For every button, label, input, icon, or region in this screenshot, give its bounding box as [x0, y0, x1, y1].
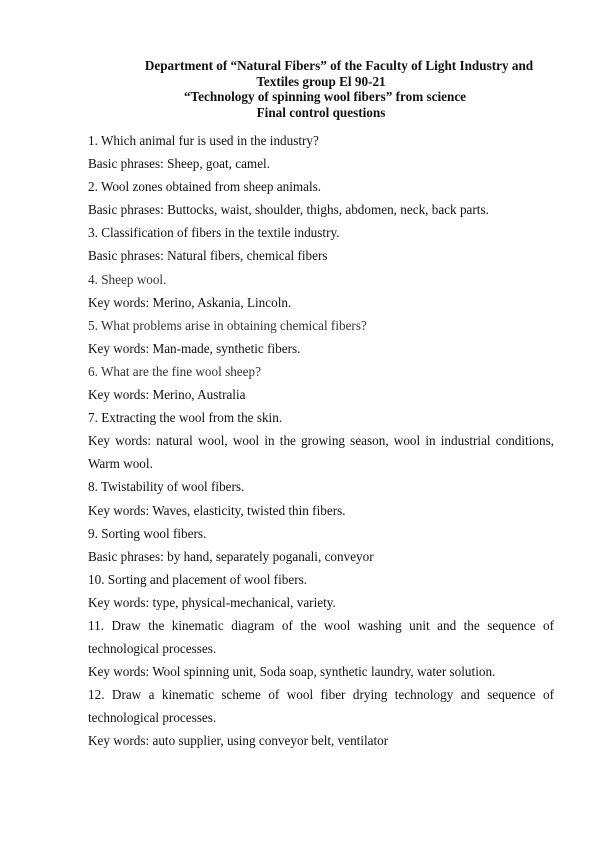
- question-9: 9. Sorting wool fibers.: [88, 525, 207, 541]
- document-header: [88, 58, 554, 120]
- header-line-department: Department of “Natural Fibers” of the Faculty of Light Industry and: [144, 58, 534, 73]
- question-5: 5. What problems arise in obtaining chemical fibers?: [88, 317, 367, 333]
- question-10: 10. Sorting and placement of wool fibers.: [88, 571, 308, 587]
- answer-9: Basic phrases: by hand, separately poganali, conveyor: [88, 548, 374, 564]
- answer-3: Basic phrases: Natural fibers, chemical fibers: [88, 248, 328, 264]
- answer-11: Key words: Wool spinning unit, Soda soap, synthetic laundry, water solution.: [88, 664, 496, 680]
- answer-8: Key words: Waves, elasticity, twisted thin fibers.: [88, 502, 346, 518]
- question-3: 3. Classification of fibers in the textile industry.: [88, 225, 340, 241]
- question-2: 2. Wool zones obtained from sheep animals.: [88, 179, 322, 195]
- answer-7: Key words: natural wool, wool in the growing season, wool in industrial conditions, Warm wool.: [88, 433, 554, 472]
- answer-4: Key words: Merino, Askania, Lincoln.: [88, 294, 292, 310]
- answer-6: Key words: Merino, Australia: [88, 387, 246, 403]
- question-1: 1. Which animal fur is used in the industry?: [88, 133, 319, 148]
- header-line-subject: “Technology of spinning wool fibers” from science: [183, 89, 467, 104]
- header-line-title: Final control questions: [256, 104, 386, 120]
- question-8: 8. Twistability of wool fibers.: [88, 479, 245, 495]
- answer-12: Key words: auto supplier, using conveyor belt, ventilator: [88, 733, 389, 749]
- question-11: 11. Draw the kinematic diagram of the wool washing unit and the sequence of technological processes.: [88, 617, 554, 657]
- answer-1: Basic phrases: Sheep, goat, camel.: [88, 156, 271, 172]
- question-4: 4. Sheep wool.: [88, 271, 167, 287]
- question-7: 7. Extracting the wool from the skin.: [88, 410, 283, 426]
- question-12: 12. Draw a kinematic scheme of wool fiber drying technology and sequence of technological processes.: [88, 687, 554, 726]
- header-line-group: Textiles group El 90-21: [256, 73, 386, 89]
- question-6: 6. What are the fine wool sheep?: [88, 363, 261, 379]
- questions-list: [88, 129, 554, 753]
- answer-10: Key words: type, physical-mechanical, variety.: [88, 594, 336, 610]
- answer-2: Basic phrases: Buttocks, waist, shoulder, thighs, abdomen, neck, back parts.: [88, 202, 489, 218]
- answer-5: Key words: Man-made, synthetic fibers.: [88, 340, 301, 356]
